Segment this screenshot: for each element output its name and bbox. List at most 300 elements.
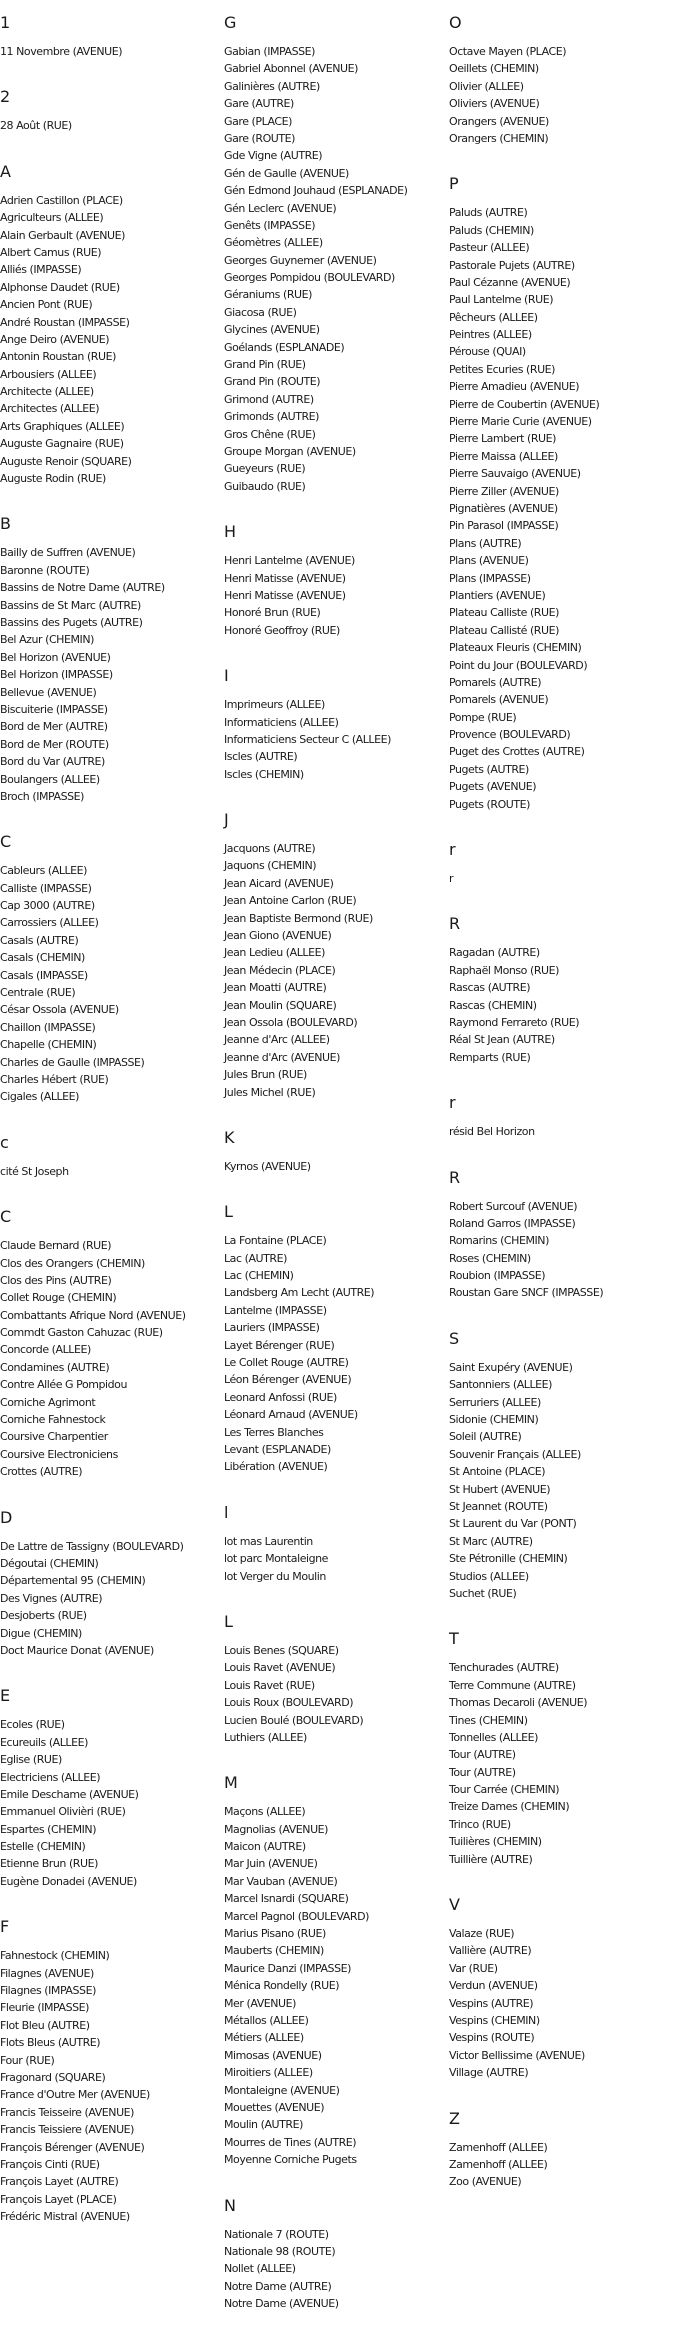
- street-item: Casals (AUTRE): [0, 932, 220, 949]
- street-item: Métiers (ALLEE): [224, 2029, 450, 2046]
- street-item: Casals (IMPASSE): [0, 967, 220, 984]
- section-letter-heading: O: [449, 0, 675, 33]
- street-item: Etienne Brun (RUE): [0, 1855, 220, 1872]
- section-letter-heading: N: [224, 2183, 450, 2216]
- section-letter-heading: 1: [0, 0, 220, 33]
- letter-section: [0, 1194, 220, 1494]
- letter-section: [449, 0, 675, 161]
- street-item: Corniche Agrimont: [0, 1394, 220, 1411]
- street-item: Ancien Pont (RUE): [0, 296, 220, 313]
- street-item: Pugets (ROUTE): [449, 796, 675, 813]
- street-item: Tines (CHEMIN): [449, 1712, 675, 1729]
- street-item: Casals (CHEMIN): [0, 949, 220, 966]
- street-item: Mar Vauban (AVENUE): [224, 1873, 450, 1890]
- street-item: Bel Azur (CHEMIN): [0, 631, 220, 648]
- street-item: Puget des Crottes (AUTRE): [449, 743, 675, 760]
- letter-section: [224, 1760, 450, 2182]
- street-item: Santonniers (ALLEE): [449, 1376, 675, 1393]
- street-item: Orangers (AVENUE): [449, 113, 675, 130]
- street-item: Cap 3000 (AUTRE): [0, 897, 220, 914]
- street-item: Saint Exupéry (AVENUE): [449, 1359, 675, 1376]
- section-letter-heading: H: [224, 509, 450, 542]
- street-item: lot Verger du Moulin: [224, 1568, 450, 1585]
- street-item: Architectes (ALLEE): [0, 400, 220, 417]
- street-item: Landsberg Am Lecht (AUTRE): [224, 1284, 450, 1301]
- letter-section: [224, 0, 450, 509]
- section-letter-heading: B: [0, 501, 220, 534]
- section-letter-heading: F: [0, 1904, 220, 1937]
- street-item: St Laurent du Var (PONT): [449, 1515, 675, 1532]
- street-list: [0, 862, 220, 1105]
- letter-section: [224, 1115, 450, 1189]
- street-item: Fleurie (IMPASSE): [0, 1999, 220, 2016]
- street-item: Gde Vigne (AUTRE): [224, 147, 450, 164]
- street-item: Mauberts (CHEMIN): [224, 1942, 450, 1959]
- letter-section: [224, 653, 450, 797]
- street-item: De Lattre de Tassigny (BOULEVARD): [0, 1538, 220, 1555]
- street-list: [224, 1642, 450, 1746]
- street-item: Raymond Ferrareto (RUE): [449, 1014, 675, 1031]
- street-list: [449, 43, 675, 147]
- street-item: Pérouse (QUAI): [449, 343, 675, 360]
- street-item: Biscuiterie (IMPASSE): [0, 701, 220, 718]
- street-item: Filagnes (IMPASSE): [0, 1982, 220, 1999]
- street-item: Cigales (ALLEE): [0, 1088, 220, 1105]
- street-item: Jean Ledieu (ALLEE): [224, 944, 450, 961]
- street-item: Oliviers (AVENUE): [449, 95, 675, 112]
- street-item: Gare (PLACE): [224, 113, 450, 130]
- street-item: Marius Pisano (RUE): [224, 1925, 450, 1942]
- letter-section: [449, 161, 675, 827]
- street-item: Frédéric Mistral (AVENUE): [0, 2208, 220, 2225]
- street-item: Plans (AUTRE): [449, 535, 675, 552]
- street-item: Louis Benes (SQUARE): [224, 1642, 450, 1659]
- street-item: Agriculteurs (ALLEE): [0, 209, 220, 226]
- street-item: Robert Surcouf (AVENUE): [449, 1198, 675, 1215]
- letter-section: [0, 1495, 220, 1674]
- street-item: Souvenir Français (ALLEE): [449, 1446, 675, 1463]
- street-list: [449, 944, 675, 1066]
- street-item: Pêcheurs (ALLEE): [449, 309, 675, 326]
- street-item: Jean Médecin (PLACE): [224, 962, 450, 979]
- street-item: Le Collet Rouge (AUTRE): [224, 1354, 450, 1371]
- street-item: Zamenhoff (ALLEE): [449, 2139, 675, 2156]
- letter-section: [0, 0, 220, 74]
- street-item: Léon Bérenger (AVENUE): [224, 1371, 450, 1388]
- street-list: [0, 544, 220, 805]
- letter-section: [449, 2096, 675, 2205]
- street-item: Collet Rouge (CHEMIN): [0, 1289, 220, 1306]
- street-list: [0, 1716, 220, 1890]
- section-letter-heading: 2: [0, 74, 220, 107]
- street-item: Mer (AVENUE): [224, 1995, 450, 2012]
- section-letter-heading: M: [224, 1760, 450, 1793]
- street-item: Henri Matisse (AVENUE): [224, 587, 450, 604]
- street-item: Pierre Amadieu (AVENUE): [449, 378, 675, 395]
- street-item: Jules Brun (RUE): [224, 1066, 450, 1083]
- street-item: Tonnelles (ALLEE): [449, 1729, 675, 1746]
- street-item: Iscles (AUTRE): [224, 748, 450, 765]
- street-item: Albert Camus (RUE): [0, 244, 220, 261]
- letter-section: [0, 1120, 220, 1194]
- street-item: 11 Novembre (AVENUE): [0, 43, 220, 60]
- section-letter-heading: V: [449, 1882, 675, 1915]
- street-item: Guibaudo (RUE): [224, 478, 450, 495]
- street-item: Remparts (RUE): [449, 1049, 675, 1066]
- street-item: Lucien Boulé (BOULEVARD): [224, 1712, 450, 1729]
- street-item: Centrale (RUE): [0, 984, 220, 1001]
- letter-section: [449, 1155, 675, 1316]
- street-item: Peintres (ALLEE): [449, 326, 675, 343]
- street-item: Bord de Mer (ROUTE): [0, 736, 220, 753]
- street-item: Pin Parasol (IMPASSE): [449, 517, 675, 534]
- street-item: Gare (AUTRE): [224, 95, 450, 112]
- street-list: [224, 1158, 450, 1175]
- street-item: Pierre Sauvaigo (AVENUE): [449, 465, 675, 482]
- street-item: Flot Bleu (AUTRE): [0, 2017, 220, 2034]
- street-item: Condamines (AUTRE): [0, 1359, 220, 1376]
- street-item: Mouettes (AVENUE): [224, 2099, 450, 2116]
- street-item: Georges Guynemer (AVENUE): [224, 252, 450, 269]
- street-item: Moulin (AUTRE): [224, 2116, 450, 2133]
- street-item: Thomas Decaroli (AVENUE): [449, 1694, 675, 1711]
- street-item: Verdun (AVENUE): [449, 1977, 675, 1994]
- street-list: [449, 1123, 675, 1140]
- street-item: Pomarels (AVENUE): [449, 691, 675, 708]
- street-item: Plantiers (AVENUE): [449, 587, 675, 604]
- street-item: Combattants Afrique Nord (AVENUE): [0, 1307, 220, 1324]
- street-item: Louis Roux (BOULEVARD): [224, 1694, 450, 1711]
- street-column-1: [0, 0, 220, 2240]
- street-item: Tour Carrée (CHEMIN): [449, 1781, 675, 1798]
- letter-section: [224, 2183, 450, 2326]
- street-item: Pasteur (ALLEE): [449, 239, 675, 256]
- street-item: Espartes (CHEMIN): [0, 1821, 220, 1838]
- street-item: Clos des Pins (AUTRE): [0, 1272, 220, 1289]
- street-item: Lauriers (IMPASSE): [224, 1319, 450, 1336]
- street-item: lot mas Laurentin: [224, 1533, 450, 1550]
- street-item: Concorde (ALLEE): [0, 1341, 220, 1358]
- street-item: Henri Matisse (AVENUE): [224, 570, 450, 587]
- street-item: Sidonie (CHEMIN): [449, 1411, 675, 1428]
- street-list: [0, 1538, 220, 1660]
- street-list: [224, 2226, 450, 2313]
- street-list: [0, 192, 220, 488]
- street-item: Charles Hébert (RUE): [0, 1071, 220, 1088]
- street-item: François Layet (PLACE): [0, 2191, 220, 2208]
- street-item: Pierre Lambert (RUE): [449, 430, 675, 447]
- street-item: Bel Horizon (AVENUE): [0, 649, 220, 666]
- street-item: Jean Moatti (AUTRE): [224, 979, 450, 996]
- street-item: Nollet (ALLEE): [224, 2260, 450, 2277]
- section-letter-heading: R: [449, 1155, 675, 1188]
- street-item: Jean Ossola (BOULEVARD): [224, 1014, 450, 1031]
- street-item: Architecte (ALLEE): [0, 383, 220, 400]
- street-item: Victor Bellissime (AVENUE): [449, 2047, 675, 2064]
- street-item: Iscles (CHEMIN): [224, 766, 450, 783]
- street-list: [0, 1163, 220, 1180]
- section-letter-heading: c: [0, 1120, 220, 1153]
- street-item: François Layet (AUTRE): [0, 2173, 220, 2190]
- street-item: Roustan Gare SNCF (IMPASSE): [449, 1284, 675, 1301]
- street-item: Gabian (IMPASSE): [224, 43, 450, 60]
- street-item: Gén Leclerc (AVENUE): [224, 200, 450, 217]
- street-item: Plateau Callisté (RUE): [449, 622, 675, 639]
- street-list: [224, 552, 450, 639]
- street-item: Arts Graphiques (ALLEE): [0, 418, 220, 435]
- section-letter-heading: E: [0, 1673, 220, 1706]
- street-list: [449, 1925, 675, 2082]
- street-item: Roland Garros (IMPASSE): [449, 1215, 675, 1232]
- street-item: Antonin Roustan (RUE): [0, 348, 220, 365]
- street-item: Leonard Anfossi (RUE): [224, 1389, 450, 1406]
- street-item: Gén de Gaulle (AVENUE): [224, 165, 450, 182]
- street-item: Nationale 7 (ROUTE): [224, 2226, 450, 2243]
- street-list: [224, 1803, 450, 2168]
- street-item: François Bérenger (AVENUE): [0, 2139, 220, 2156]
- street-item: Roubion (IMPASSE): [449, 1267, 675, 1284]
- street-item: Louis Ravet (AVENUE): [224, 1659, 450, 1676]
- street-item: Estelle (CHEMIN): [0, 1838, 220, 1855]
- street-item: Trinco (RUE): [449, 1816, 675, 1833]
- street-item: Lac (CHEMIN): [224, 1267, 450, 1284]
- street-item: St Antoine (PLACE): [449, 1463, 675, 1480]
- street-item: Les Terres Blanches: [224, 1424, 450, 1441]
- letter-section: [224, 797, 450, 1115]
- street-item: Ecoles (RUE): [0, 1716, 220, 1733]
- letter-section: [0, 1904, 220, 2239]
- street-item: Studios (ALLEE): [449, 1568, 675, 1585]
- street-item: Eugène Donadei (AVENUE): [0, 1873, 220, 1890]
- street-item: Contre Allée G Pompidou: [0, 1376, 220, 1393]
- street-item: Jules Michel (RUE): [224, 1084, 450, 1101]
- street-item: Plateau Calliste (RUE): [449, 604, 675, 621]
- street-item: Treize Dames (CHEMIN): [449, 1798, 675, 1815]
- street-item: Levant (ESPLANADE): [224, 1441, 450, 1458]
- street-item: Emmanuel Olivièri (RUE): [0, 1803, 220, 1820]
- street-item: Jeanne d'Arc (ALLEE): [224, 1031, 450, 1048]
- street-item: lot parc Montaleigne: [224, 1550, 450, 1567]
- street-item: Grimond (AUTRE): [224, 391, 450, 408]
- street-item: Bord de Mer (AUTRE): [0, 718, 220, 735]
- street-item: Imprimeurs (ALLEE): [224, 696, 450, 713]
- street-item: Réal St Jean (AUTRE): [449, 1031, 675, 1048]
- street-item: St Marc (AUTRE): [449, 1533, 675, 1550]
- letter-section: [0, 501, 220, 819]
- street-list: [224, 1533, 450, 1585]
- street-item: Lac (AUTRE): [224, 1250, 450, 1267]
- street-item: Métallos (ALLEE): [224, 2012, 450, 2029]
- letter-section: [449, 1616, 675, 1882]
- street-item: Plateaux Fleuris (CHEMIN): [449, 639, 675, 656]
- street-item: Jean Giono (AVENUE): [224, 927, 450, 944]
- street-item: Ste Pétronille (CHEMIN): [449, 1550, 675, 1567]
- street-item: Zoo (AVENUE): [449, 2173, 675, 2190]
- section-letter-heading: D: [0, 1495, 220, 1528]
- street-item: Départemental 95 (CHEMIN): [0, 1572, 220, 1589]
- street-item: Jeanne d'Arc (AVENUE): [224, 1049, 450, 1066]
- street-item: Pierre Maissa (ALLEE): [449, 448, 675, 465]
- street-item: Flots Bleus (AUTRE): [0, 2034, 220, 2051]
- street-item: Jean Aicard (AVENUE): [224, 875, 450, 892]
- letter-section: [224, 1599, 450, 1760]
- section-letter-heading: C: [0, 1194, 220, 1227]
- section-letter-heading: L: [224, 1599, 450, 1632]
- street-item: Pomarels (AUTRE): [449, 674, 675, 691]
- street-item: Paul Cézanne (AVENUE): [449, 274, 675, 291]
- street-item: César Ossola (AVENUE): [0, 1001, 220, 1018]
- street-item: Jean Baptiste Bermond (RUE): [224, 910, 450, 927]
- street-item: Grimonds (AUTRE): [224, 408, 450, 425]
- street-item: Romarins (CHEMIN): [449, 1232, 675, 1249]
- street-column-2: [224, 0, 450, 2326]
- street-item: Maurice Danzi (IMPASSE): [224, 1960, 450, 1977]
- street-item: Mourres de Tines (AUTRE): [224, 2134, 450, 2151]
- letter-section: [0, 1673, 220, 1904]
- street-item: Broch (IMPASSE): [0, 788, 220, 805]
- street-item: Emile Deschame (AVENUE): [0, 1786, 220, 1803]
- street-item: Point du Jour (BOULEVARD): [449, 657, 675, 674]
- street-item: Charles de Gaulle (IMPASSE): [0, 1054, 220, 1071]
- street-list: [0, 117, 220, 134]
- street-item: Ragadan (AUTRE): [449, 944, 675, 961]
- section-letter-heading: I: [224, 653, 450, 686]
- street-item: Bel Horizon (IMPASSE): [0, 666, 220, 683]
- street-item: Luthiers (ALLEE): [224, 1729, 450, 1746]
- street-item: Pierre Ziller (AVENUE): [449, 483, 675, 500]
- section-letter-heading: l: [224, 1490, 450, 1523]
- street-item: Coursive Electroniciens: [0, 1446, 220, 1463]
- section-letter-heading: J: [224, 797, 450, 830]
- street-item: Bassins de St Marc (AUTRE): [0, 597, 220, 614]
- street-item: Eglise (RUE): [0, 1751, 220, 1768]
- street-item: Petites Ecuries (RUE): [449, 361, 675, 378]
- street-item: Pugets (AVENUE): [449, 778, 675, 795]
- street-item: Bellevue (AVENUE): [0, 684, 220, 701]
- street-list: [449, 1659, 675, 1868]
- street-item: r: [449, 870, 675, 887]
- street-item: Paul Lantelme (RUE): [449, 291, 675, 308]
- street-item: Village (AUTRE): [449, 2064, 675, 2081]
- street-item: Ecureuils (ALLEE): [0, 1734, 220, 1751]
- street-item: Francis Teissiere (AVENUE): [0, 2121, 220, 2138]
- street-item: Calliste (IMPASSE): [0, 880, 220, 897]
- street-item: Arbousiers (ALLEE): [0, 366, 220, 383]
- street-item: Fragonard (SQUARE): [0, 2069, 220, 2086]
- street-item: Digue (CHEMIN): [0, 1625, 220, 1642]
- street-item: Bassins des Pugets (AUTRE): [0, 614, 220, 631]
- street-item: Pastorale Pujets (AUTRE): [449, 257, 675, 274]
- street-item: Galinières (AUTRE): [224, 78, 450, 95]
- street-item: Rascas (AUTRE): [449, 979, 675, 996]
- street-item: Valaze (RUE): [449, 1925, 675, 1942]
- street-list: [224, 840, 450, 1101]
- street-list: [449, 1198, 675, 1302]
- street-item: Alain Gerbault (AVENUE): [0, 227, 220, 244]
- street-item: Jacquons (AUTRE): [224, 840, 450, 857]
- street-item: André Roustan (IMPASSE): [0, 314, 220, 331]
- letter-section: [224, 1490, 450, 1599]
- street-item: Dégoutai (CHEMIN): [0, 1555, 220, 1572]
- section-letter-heading: G: [224, 0, 450, 33]
- street-item: Ange Deiro (AVENUE): [0, 331, 220, 348]
- street-item: Alphonse Daudet (RUE): [0, 279, 220, 296]
- street-list: [449, 1359, 675, 1602]
- street-item: Vespins (AUTRE): [449, 1995, 675, 2012]
- street-item: Fahnestock (CHEMIN): [0, 1947, 220, 1964]
- street-item: Glycines (AVENUE): [224, 321, 450, 338]
- street-item: Mar Juin (AVENUE): [224, 1855, 450, 1872]
- street-item: Marcel Isnardi (SQUARE): [224, 1890, 450, 1907]
- street-item: Grand Pin (ROUTE): [224, 373, 450, 390]
- street-item: Grand Pin (RUE): [224, 356, 450, 373]
- street-item: Octave Mayen (PLACE): [449, 43, 675, 60]
- street-item: Roses (CHEMIN): [449, 1250, 675, 1267]
- street-item: Géraniums (RUE): [224, 286, 450, 303]
- section-letter-heading: K: [224, 1115, 450, 1148]
- street-item: Giacosa (RUE): [224, 304, 450, 321]
- street-item: Notre Dame (AVENUE): [224, 2295, 450, 2312]
- street-item: Maicon (AUTRE): [224, 1838, 450, 1855]
- street-item: Alliés (IMPASSE): [0, 261, 220, 278]
- street-item: Orangers (CHEMIN): [449, 130, 675, 147]
- street-item: Vespins (CHEMIN): [449, 2012, 675, 2029]
- street-item: Auguste Gagnaire (RUE): [0, 435, 220, 452]
- street-item: Tenchurades (AUTRE): [449, 1659, 675, 1676]
- letter-section: [449, 1882, 675, 2096]
- street-item: Layet Bérenger (RUE): [224, 1337, 450, 1354]
- street-item: Bailly de Suffren (AVENUE): [0, 544, 220, 561]
- street-item: Four (RUE): [0, 2052, 220, 2069]
- street-item: Tuilières (CHEMIN): [449, 1833, 675, 1850]
- street-item: Jean Antoine Carlon (RUE): [224, 892, 450, 909]
- street-item: Provence (BOULEVARD): [449, 726, 675, 743]
- street-item: Baronne (ROUTE): [0, 562, 220, 579]
- letter-section: [449, 901, 675, 1080]
- street-item: 28 Août (RUE): [0, 117, 220, 134]
- section-letter-heading: r: [449, 827, 675, 860]
- street-item: Boulangers (ALLEE): [0, 771, 220, 788]
- street-item: Moyenne Corniche Pugets: [224, 2151, 450, 2168]
- street-item: Francis Teisseire (AVENUE): [0, 2104, 220, 2121]
- street-item: Corniche Fahnestock: [0, 1411, 220, 1428]
- street-item: Gare (ROUTE): [224, 130, 450, 147]
- street-list: [449, 870, 675, 887]
- street-item: Oeillets (CHEMIN): [449, 60, 675, 77]
- street-list: [449, 204, 675, 813]
- street-item: Jean Moulin (SQUARE): [224, 997, 450, 1014]
- street-item: Informaticiens Secteur C (ALLEE): [224, 731, 450, 748]
- street-item: Lantelme (IMPASSE): [224, 1302, 450, 1319]
- street-item: Electriciens (ALLEE): [0, 1769, 220, 1786]
- street-item: Mimosas (AVENUE): [224, 2047, 450, 2064]
- section-letter-heading: T: [449, 1616, 675, 1649]
- street-item: Crottes (AUTRE): [0, 1463, 220, 1480]
- street-item: Jaquons (CHEMIN): [224, 857, 450, 874]
- street-item: Cableurs (ALLEE): [0, 862, 220, 879]
- street-item: Marcel Pagnol (BOULEVARD): [224, 1908, 450, 1925]
- street-item: Kyrnos (AVENUE): [224, 1158, 450, 1175]
- section-letter-heading: P: [449, 161, 675, 194]
- street-item: Plans (AVENUE): [449, 552, 675, 569]
- street-item: Pierre Marie Curie (AVENUE): [449, 413, 675, 430]
- street-item: Serruriers (ALLEE): [449, 1394, 675, 1411]
- street-item: Bassins de Notre Dame (AUTRE): [0, 579, 220, 596]
- street-item: Magnolias (AVENUE): [224, 1821, 450, 1838]
- street-item: François Cinti (RUE): [0, 2156, 220, 2173]
- street-item: Genêts (IMPASSE): [224, 217, 450, 234]
- street-item: Gueyeurs (RUE): [224, 460, 450, 477]
